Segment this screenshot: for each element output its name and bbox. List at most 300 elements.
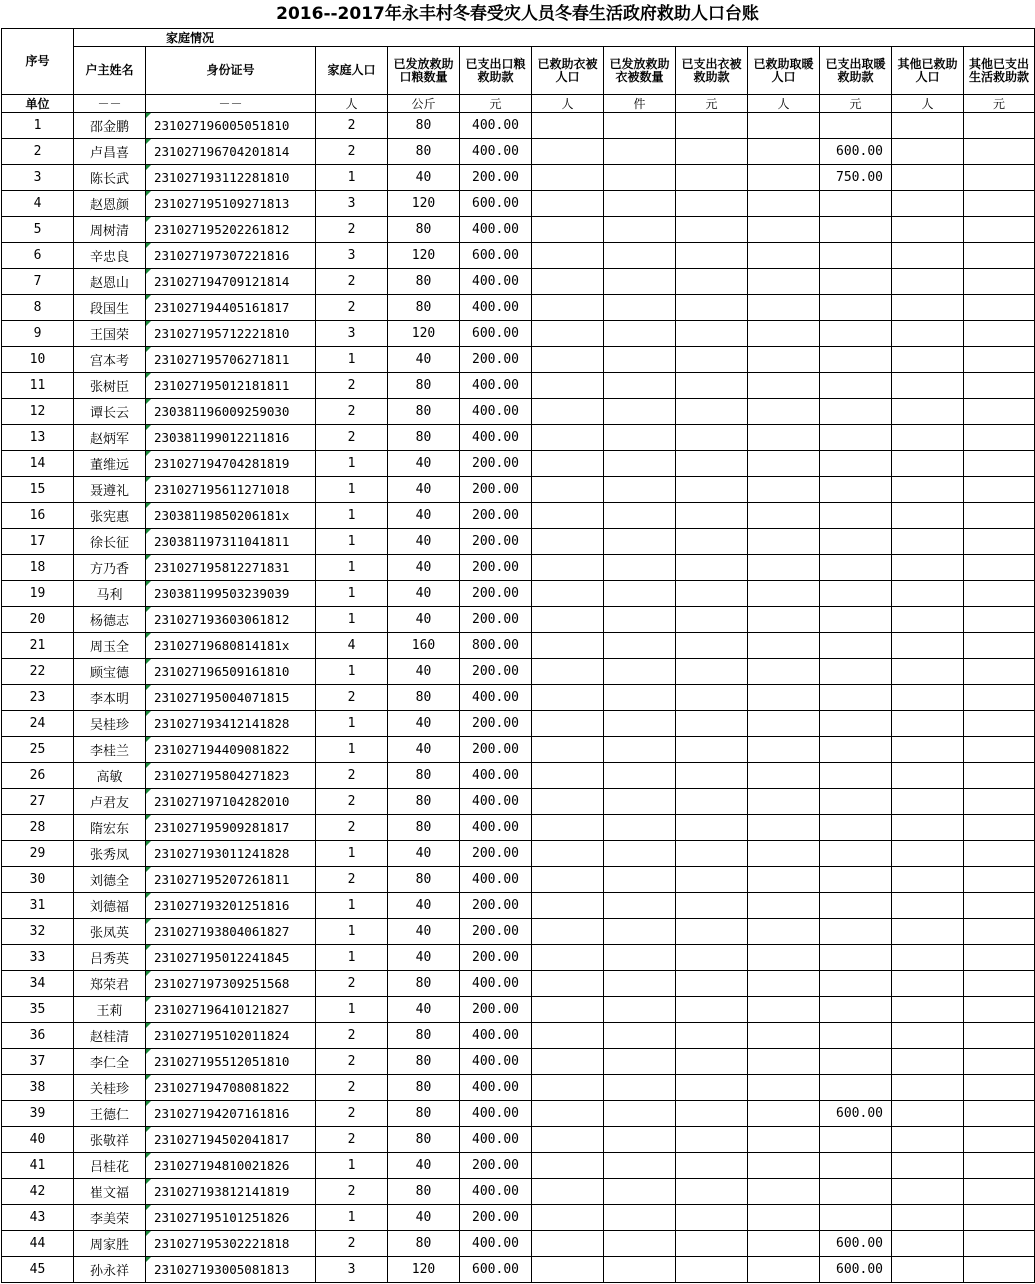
cell-family-pop[interactable]: 2 (316, 971, 388, 997)
cell-seq[interactable]: 41 (2, 1153, 74, 1179)
cell-cloth-qty[interactable] (604, 841, 676, 867)
cell-cloth-pay[interactable] (676, 113, 748, 139)
cell-warm-pop[interactable] (748, 1257, 820, 1283)
cell-cloth-pay[interactable] (676, 711, 748, 737)
cell-name[interactable]: 崔文福 (74, 1179, 146, 1205)
cell-name[interactable]: 段国生 (74, 295, 146, 321)
cell-warm-pop[interactable] (748, 451, 820, 477)
cell-grain-qty[interactable]: 80 (388, 685, 460, 711)
cell-other-pay[interactable] (964, 711, 1035, 737)
cell-other-pay[interactable] (964, 373, 1035, 399)
cell-grain-qty[interactable]: 80 (388, 139, 460, 165)
cell-cloth-pay[interactable] (676, 997, 748, 1023)
cell-other-pop[interactable] (892, 711, 964, 737)
cell-grain-pay[interactable]: 200.00 (460, 737, 532, 763)
cell-other-pay[interactable] (964, 893, 1035, 919)
cell-other-pay[interactable] (964, 815, 1035, 841)
cell-cloth-qty[interactable] (604, 1127, 676, 1153)
cell-seq[interactable]: 38 (2, 1075, 74, 1101)
cell-cloth-pay[interactable] (676, 555, 748, 581)
cell-cloth-qty[interactable] (604, 529, 676, 555)
cell-other-pay[interactable] (964, 1127, 1035, 1153)
cell-warm-pop[interactable] (748, 113, 820, 139)
cell-other-pop[interactable] (892, 373, 964, 399)
cell-grain-pay[interactable]: 800.00 (460, 633, 532, 659)
cell-other-pop[interactable] (892, 1075, 964, 1101)
cell-seq[interactable]: 30 (2, 867, 74, 893)
cell-other-pay[interactable] (964, 477, 1035, 503)
cell-warm-pop[interactable] (748, 711, 820, 737)
cell-id-number[interactable]: 231027193201251816 (146, 893, 316, 919)
cell-cloth-qty[interactable] (604, 425, 676, 451)
cell-cloth-pop[interactable] (532, 347, 604, 373)
cell-other-pay[interactable] (964, 789, 1035, 815)
cell-other-pay[interactable] (964, 1101, 1035, 1127)
cell-cloth-qty[interactable] (604, 815, 676, 841)
cell-other-pay[interactable] (964, 919, 1035, 945)
cell-grain-pay[interactable]: 400.00 (460, 1075, 532, 1101)
cell-family-pop[interactable]: 1 (316, 581, 388, 607)
cell-grain-qty[interactable]: 40 (388, 555, 460, 581)
cell-grain-qty[interactable]: 80 (388, 971, 460, 997)
cell-grain-qty[interactable]: 40 (388, 1153, 460, 1179)
cell-grain-qty[interactable]: 80 (388, 1231, 460, 1257)
cell-cloth-pay[interactable] (676, 893, 748, 919)
cell-warm-pop[interactable] (748, 295, 820, 321)
cell-cloth-pop[interactable] (532, 555, 604, 581)
cell-other-pop[interactable] (892, 659, 964, 685)
cell-cloth-pop[interactable] (532, 373, 604, 399)
cell-cloth-pop[interactable] (532, 815, 604, 841)
cell-cloth-pop[interactable] (532, 451, 604, 477)
cell-cloth-pop[interactable] (532, 607, 604, 633)
cell-id-number[interactable]: 231027195909281817 (146, 815, 316, 841)
cell-cloth-qty[interactable] (604, 347, 676, 373)
cell-other-pay[interactable] (964, 763, 1035, 789)
cell-grain-qty[interactable]: 120 (388, 321, 460, 347)
cell-grain-pay[interactable]: 400.00 (460, 425, 532, 451)
cell-grain-qty[interactable]: 80 (388, 1127, 460, 1153)
cell-cloth-pay[interactable] (676, 1231, 748, 1257)
cell-id-number[interactable]: 231027195101251826 (146, 1205, 316, 1231)
cell-name[interactable]: 关桂珍 (74, 1075, 146, 1101)
cell-cloth-pay[interactable] (676, 269, 748, 295)
cell-grain-pay[interactable]: 600.00 (460, 191, 532, 217)
cell-other-pop[interactable] (892, 347, 964, 373)
cell-family-pop[interactable]: 1 (316, 165, 388, 191)
cell-name[interactable]: 李仁全 (74, 1049, 146, 1075)
cell-cloth-pop[interactable] (532, 425, 604, 451)
cell-other-pay[interactable] (964, 113, 1035, 139)
cell-family-pop[interactable]: 1 (316, 919, 388, 945)
cell-grain-pay[interactable]: 400.00 (460, 1179, 532, 1205)
cell-cloth-qty[interactable] (604, 997, 676, 1023)
cell-cloth-pop[interactable] (532, 763, 604, 789)
cell-other-pop[interactable] (892, 165, 964, 191)
cell-name[interactable]: 卢君友 (74, 789, 146, 815)
cell-cloth-qty[interactable] (604, 477, 676, 503)
cell-warm-pay[interactable] (820, 113, 892, 139)
cell-other-pay[interactable] (964, 1049, 1035, 1075)
cell-cloth-qty[interactable] (604, 451, 676, 477)
cell-seq[interactable]: 42 (2, 1179, 74, 1205)
cell-grain-qty[interactable]: 40 (388, 919, 460, 945)
cell-family-pop[interactable]: 1 (316, 841, 388, 867)
cell-name[interactable]: 张秀凤 (74, 841, 146, 867)
cell-cloth-pop[interactable] (532, 1101, 604, 1127)
cell-grain-qty[interactable]: 40 (388, 659, 460, 685)
cell-cloth-qty[interactable] (604, 737, 676, 763)
cell-grain-pay[interactable]: 200.00 (460, 841, 532, 867)
cell-cloth-pop[interactable] (532, 295, 604, 321)
cell-other-pop[interactable] (892, 867, 964, 893)
cell-name[interactable]: 周树清 (74, 217, 146, 243)
cell-seq[interactable]: 3 (2, 165, 74, 191)
cell-warm-pay[interactable] (820, 347, 892, 373)
cell-seq[interactable]: 17 (2, 529, 74, 555)
cell-cloth-pay[interactable] (676, 919, 748, 945)
cell-other-pay[interactable] (964, 451, 1035, 477)
cell-grain-pay[interactable]: 400.00 (460, 1049, 532, 1075)
cell-other-pay[interactable] (964, 555, 1035, 581)
cell-cloth-pay[interactable] (676, 1049, 748, 1075)
cell-warm-pop[interactable] (748, 347, 820, 373)
cell-warm-pop[interactable] (748, 555, 820, 581)
cell-seq[interactable]: 31 (2, 893, 74, 919)
cell-warm-pop[interactable] (748, 399, 820, 425)
cell-other-pop[interactable] (892, 685, 964, 711)
cell-other-pop[interactable] (892, 841, 964, 867)
cell-other-pop[interactable] (892, 1049, 964, 1075)
cell-name[interactable]: 张凤英 (74, 919, 146, 945)
cell-family-pop[interactable]: 2 (316, 399, 388, 425)
cell-id-number[interactable]: 231027196410121827 (146, 997, 316, 1023)
cell-id-number[interactable]: 231027195202261812 (146, 217, 316, 243)
cell-warm-pay[interactable] (820, 269, 892, 295)
cell-name[interactable]: 陈长武 (74, 165, 146, 191)
cell-seq[interactable]: 26 (2, 763, 74, 789)
cell-name[interactable]: 聂遵礼 (74, 477, 146, 503)
cell-other-pay[interactable] (964, 607, 1035, 633)
cell-id-number[interactable]: 231027193812141819 (146, 1179, 316, 1205)
cell-grain-qty[interactable]: 80 (388, 295, 460, 321)
cell-grain-qty[interactable]: 80 (388, 113, 460, 139)
cell-other-pop[interactable] (892, 321, 964, 347)
cell-id-number[interactable]: 231027195004071815 (146, 685, 316, 711)
cell-name[interactable]: 邵金鹏 (74, 113, 146, 139)
cell-name[interactable]: 张敬祥 (74, 1127, 146, 1153)
cell-cloth-pop[interactable] (532, 1205, 604, 1231)
cell-seq[interactable]: 25 (2, 737, 74, 763)
cell-grain-pay[interactable]: 400.00 (460, 269, 532, 295)
cell-warm-pop[interactable] (748, 1127, 820, 1153)
cell-warm-pay[interactable] (820, 503, 892, 529)
cell-warm-pop[interactable] (748, 789, 820, 815)
cell-id-number[interactable]: 23102719680814181x (146, 633, 316, 659)
cell-cloth-pop[interactable] (532, 399, 604, 425)
cell-other-pop[interactable] (892, 113, 964, 139)
cell-id-number[interactable]: 231027193804061827 (146, 919, 316, 945)
cell-name[interactable]: 徐长征 (74, 529, 146, 555)
cell-cloth-pop[interactable] (532, 737, 604, 763)
cell-other-pop[interactable] (892, 529, 964, 555)
cell-cloth-pop[interactable] (532, 477, 604, 503)
cell-grain-qty[interactable]: 40 (388, 581, 460, 607)
cell-id-number[interactable]: 231027195611271018 (146, 477, 316, 503)
cell-other-pop[interactable] (892, 919, 964, 945)
cell-family-pop[interactable]: 1 (316, 737, 388, 763)
cell-warm-pay[interactable] (820, 425, 892, 451)
cell-id-number[interactable]: 231027195812271831 (146, 555, 316, 581)
cell-other-pay[interactable] (964, 321, 1035, 347)
cell-warm-pop[interactable] (748, 139, 820, 165)
cell-grain-qty[interactable]: 120 (388, 243, 460, 269)
cell-grain-qty[interactable]: 80 (388, 867, 460, 893)
cell-cloth-pay[interactable] (676, 1179, 748, 1205)
cell-warm-pop[interactable] (748, 529, 820, 555)
cell-grain-qty[interactable]: 80 (388, 1075, 460, 1101)
cell-name[interactable]: 赵炳军 (74, 425, 146, 451)
cell-id-number[interactable]: 231027193112281810 (146, 165, 316, 191)
cell-other-pay[interactable] (964, 243, 1035, 269)
cell-cloth-pay[interactable] (676, 217, 748, 243)
cell-seq[interactable]: 34 (2, 971, 74, 997)
cell-cloth-pay[interactable] (676, 841, 748, 867)
cell-id-number[interactable]: 231027193005081813 (146, 1257, 316, 1283)
cell-cloth-pop[interactable] (532, 789, 604, 815)
cell-warm-pay[interactable] (820, 477, 892, 503)
cell-seq[interactable]: 36 (2, 1023, 74, 1049)
cell-other-pop[interactable] (892, 893, 964, 919)
cell-name[interactable]: 吕秀英 (74, 945, 146, 971)
cell-other-pop[interactable] (892, 1023, 964, 1049)
cell-family-pop[interactable]: 1 (316, 711, 388, 737)
cell-cloth-qty[interactable] (604, 191, 676, 217)
cell-other-pop[interactable] (892, 1205, 964, 1231)
cell-cloth-qty[interactable] (604, 373, 676, 399)
cell-other-pop[interactable] (892, 1127, 964, 1153)
cell-cloth-pay[interactable] (676, 529, 748, 555)
cell-family-pop[interactable]: 2 (316, 373, 388, 399)
cell-cloth-pop[interactable] (532, 243, 604, 269)
cell-cloth-qty[interactable] (604, 217, 676, 243)
cell-warm-pop[interactable] (748, 893, 820, 919)
cell-warm-pop[interactable] (748, 867, 820, 893)
cell-name[interactable]: 赵恩山 (74, 269, 146, 295)
cell-seq[interactable]: 29 (2, 841, 74, 867)
cell-cloth-pop[interactable] (532, 867, 604, 893)
cell-grain-qty[interactable]: 80 (388, 425, 460, 451)
cell-warm-pay[interactable] (820, 451, 892, 477)
cell-name[interactable]: 谭长云 (74, 399, 146, 425)
cell-warm-pop[interactable] (748, 685, 820, 711)
cell-seq[interactable]: 24 (2, 711, 74, 737)
cell-grain-pay[interactable]: 400.00 (460, 139, 532, 165)
cell-cloth-qty[interactable] (604, 581, 676, 607)
cell-warm-pay[interactable]: 600.00 (820, 139, 892, 165)
cell-grain-pay[interactable]: 200.00 (460, 477, 532, 503)
cell-grain-pay[interactable]: 400.00 (460, 763, 532, 789)
cell-warm-pop[interactable] (748, 919, 820, 945)
cell-cloth-qty[interactable] (604, 1257, 676, 1283)
cell-seq[interactable]: 18 (2, 555, 74, 581)
cell-other-pay[interactable] (964, 425, 1035, 451)
cell-warm-pay[interactable] (820, 1127, 892, 1153)
cell-grain-qty[interactable]: 80 (388, 763, 460, 789)
cell-other-pay[interactable] (964, 217, 1035, 243)
cell-grain-qty[interactable]: 40 (388, 451, 460, 477)
cell-cloth-pay[interactable] (676, 425, 748, 451)
cell-cloth-pay[interactable] (676, 789, 748, 815)
cell-family-pop[interactable]: 3 (316, 321, 388, 347)
cell-other-pop[interactable] (892, 997, 964, 1023)
cell-cloth-qty[interactable] (604, 763, 676, 789)
cell-other-pay[interactable] (964, 659, 1035, 685)
cell-name[interactable]: 杨德志 (74, 607, 146, 633)
cell-family-pop[interactable]: 1 (316, 477, 388, 503)
cell-grain-qty[interactable]: 40 (388, 737, 460, 763)
cell-name[interactable]: 赵桂清 (74, 1023, 146, 1049)
cell-seq[interactable]: 10 (2, 347, 74, 373)
cell-grain-pay[interactable]: 400.00 (460, 815, 532, 841)
cell-family-pop[interactable]: 4 (316, 633, 388, 659)
cell-id-number[interactable]: 231027194810021826 (146, 1153, 316, 1179)
cell-cloth-pop[interactable] (532, 503, 604, 529)
cell-warm-pop[interactable] (748, 1101, 820, 1127)
cell-grain-pay[interactable]: 400.00 (460, 113, 532, 139)
cell-cloth-qty[interactable] (604, 971, 676, 997)
cell-family-pop[interactable]: 1 (316, 503, 388, 529)
cell-other-pop[interactable] (892, 1179, 964, 1205)
cell-warm-pop[interactable] (748, 1049, 820, 1075)
cell-warm-pop[interactable] (748, 659, 820, 685)
cell-cloth-pay[interactable] (676, 191, 748, 217)
cell-seq[interactable]: 15 (2, 477, 74, 503)
cell-other-pay[interactable] (964, 191, 1035, 217)
cell-warm-pop[interactable] (748, 607, 820, 633)
cell-family-pop[interactable]: 1 (316, 607, 388, 633)
cell-cloth-pay[interactable] (676, 763, 748, 789)
cell-seq[interactable]: 44 (2, 1231, 74, 1257)
cell-cloth-qty[interactable] (604, 711, 676, 737)
cell-warm-pay[interactable] (820, 607, 892, 633)
cell-seq[interactable]: 11 (2, 373, 74, 399)
cell-grain-qty[interactable]: 40 (388, 1205, 460, 1231)
cell-warm-pay[interactable] (820, 373, 892, 399)
cell-name[interactable]: 王德仁 (74, 1101, 146, 1127)
cell-family-pop[interactable]: 2 (316, 139, 388, 165)
cell-cloth-pay[interactable] (676, 1153, 748, 1179)
cell-warm-pay[interactable] (820, 945, 892, 971)
cell-cloth-pop[interactable] (532, 1127, 604, 1153)
cell-other-pay[interactable] (964, 269, 1035, 295)
cell-grain-qty[interactable]: 80 (388, 789, 460, 815)
cell-warm-pay[interactable] (820, 555, 892, 581)
cell-id-number[interactable]: 231027193603061812 (146, 607, 316, 633)
cell-name[interactable]: 李美荣 (74, 1205, 146, 1231)
cell-warm-pay[interactable]: 600.00 (820, 1257, 892, 1283)
cell-seq[interactable]: 43 (2, 1205, 74, 1231)
cell-cloth-pop[interactable] (532, 217, 604, 243)
cell-warm-pop[interactable] (748, 971, 820, 997)
cell-seq[interactable]: 8 (2, 295, 74, 321)
cell-id-number[interactable]: 231027194409081822 (146, 737, 316, 763)
cell-cloth-qty[interactable] (604, 893, 676, 919)
cell-cloth-pay[interactable] (676, 503, 748, 529)
cell-grain-pay[interactable]: 200.00 (460, 165, 532, 191)
cell-other-pop[interactable] (892, 555, 964, 581)
cell-seq[interactable]: 7 (2, 269, 74, 295)
cell-grain-pay[interactable]: 400.00 (460, 373, 532, 399)
cell-warm-pay[interactable] (820, 321, 892, 347)
cell-id-number[interactable]: 231027195207261811 (146, 867, 316, 893)
cell-warm-pop[interactable] (748, 217, 820, 243)
cell-id-number[interactable]: 231027195102011824 (146, 1023, 316, 1049)
cell-cloth-pay[interactable] (676, 451, 748, 477)
cell-id-number[interactable]: 231027197104282010 (146, 789, 316, 815)
cell-cloth-pay[interactable] (676, 243, 748, 269)
cell-name[interactable]: 王莉 (74, 997, 146, 1023)
cell-cloth-qty[interactable] (604, 295, 676, 321)
cell-warm-pay[interactable] (820, 529, 892, 555)
cell-cloth-pay[interactable] (676, 581, 748, 607)
cell-warm-pay[interactable] (820, 685, 892, 711)
cell-other-pop[interactable] (892, 581, 964, 607)
cell-seq[interactable]: 35 (2, 997, 74, 1023)
cell-warm-pay[interactable] (820, 919, 892, 945)
cell-name[interactable]: 卢昌喜 (74, 139, 146, 165)
cell-grain-pay[interactable]: 200.00 (460, 503, 532, 529)
cell-cloth-qty[interactable] (604, 1023, 676, 1049)
cell-grain-qty[interactable]: 160 (388, 633, 460, 659)
cell-family-pop[interactable]: 2 (316, 867, 388, 893)
cell-cloth-pop[interactable] (532, 529, 604, 555)
cell-warm-pop[interactable] (748, 165, 820, 191)
cell-other-pop[interactable] (892, 763, 964, 789)
cell-family-pop[interactable]: 2 (316, 217, 388, 243)
cell-other-pop[interactable] (892, 633, 964, 659)
cell-cloth-qty[interactable] (604, 1049, 676, 1075)
cell-warm-pop[interactable] (748, 373, 820, 399)
cell-family-pop[interactable]: 2 (316, 1049, 388, 1075)
cell-grain-pay[interactable]: 400.00 (460, 1023, 532, 1049)
cell-other-pop[interactable] (892, 243, 964, 269)
cell-id-number[interactable]: 231027195012241845 (146, 945, 316, 971)
cell-cloth-pay[interactable] (676, 737, 748, 763)
cell-family-pop[interactable]: 2 (316, 1075, 388, 1101)
cell-seq[interactable]: 1 (2, 113, 74, 139)
cell-warm-pay[interactable] (820, 1023, 892, 1049)
cell-other-pay[interactable] (964, 529, 1035, 555)
cell-cloth-pop[interactable] (532, 139, 604, 165)
cell-warm-pay[interactable] (820, 659, 892, 685)
cell-grain-qty[interactable]: 80 (388, 1023, 460, 1049)
cell-grain-pay[interactable]: 200.00 (460, 581, 532, 607)
cell-family-pop[interactable]: 2 (316, 789, 388, 815)
cell-seq[interactable]: 9 (2, 321, 74, 347)
cell-id-number[interactable]: 231027195804271823 (146, 763, 316, 789)
cell-cloth-pay[interactable] (676, 1127, 748, 1153)
cell-cloth-qty[interactable] (604, 633, 676, 659)
cell-cloth-pay[interactable] (676, 685, 748, 711)
cell-name[interactable]: 高敏 (74, 763, 146, 789)
cell-warm-pay[interactable] (820, 841, 892, 867)
cell-grain-qty[interactable]: 80 (388, 815, 460, 841)
cell-warm-pay[interactable] (820, 243, 892, 269)
cell-family-pop[interactable]: 2 (316, 269, 388, 295)
cell-family-pop[interactable]: 2 (316, 1023, 388, 1049)
cell-grain-pay[interactable]: 200.00 (460, 451, 532, 477)
